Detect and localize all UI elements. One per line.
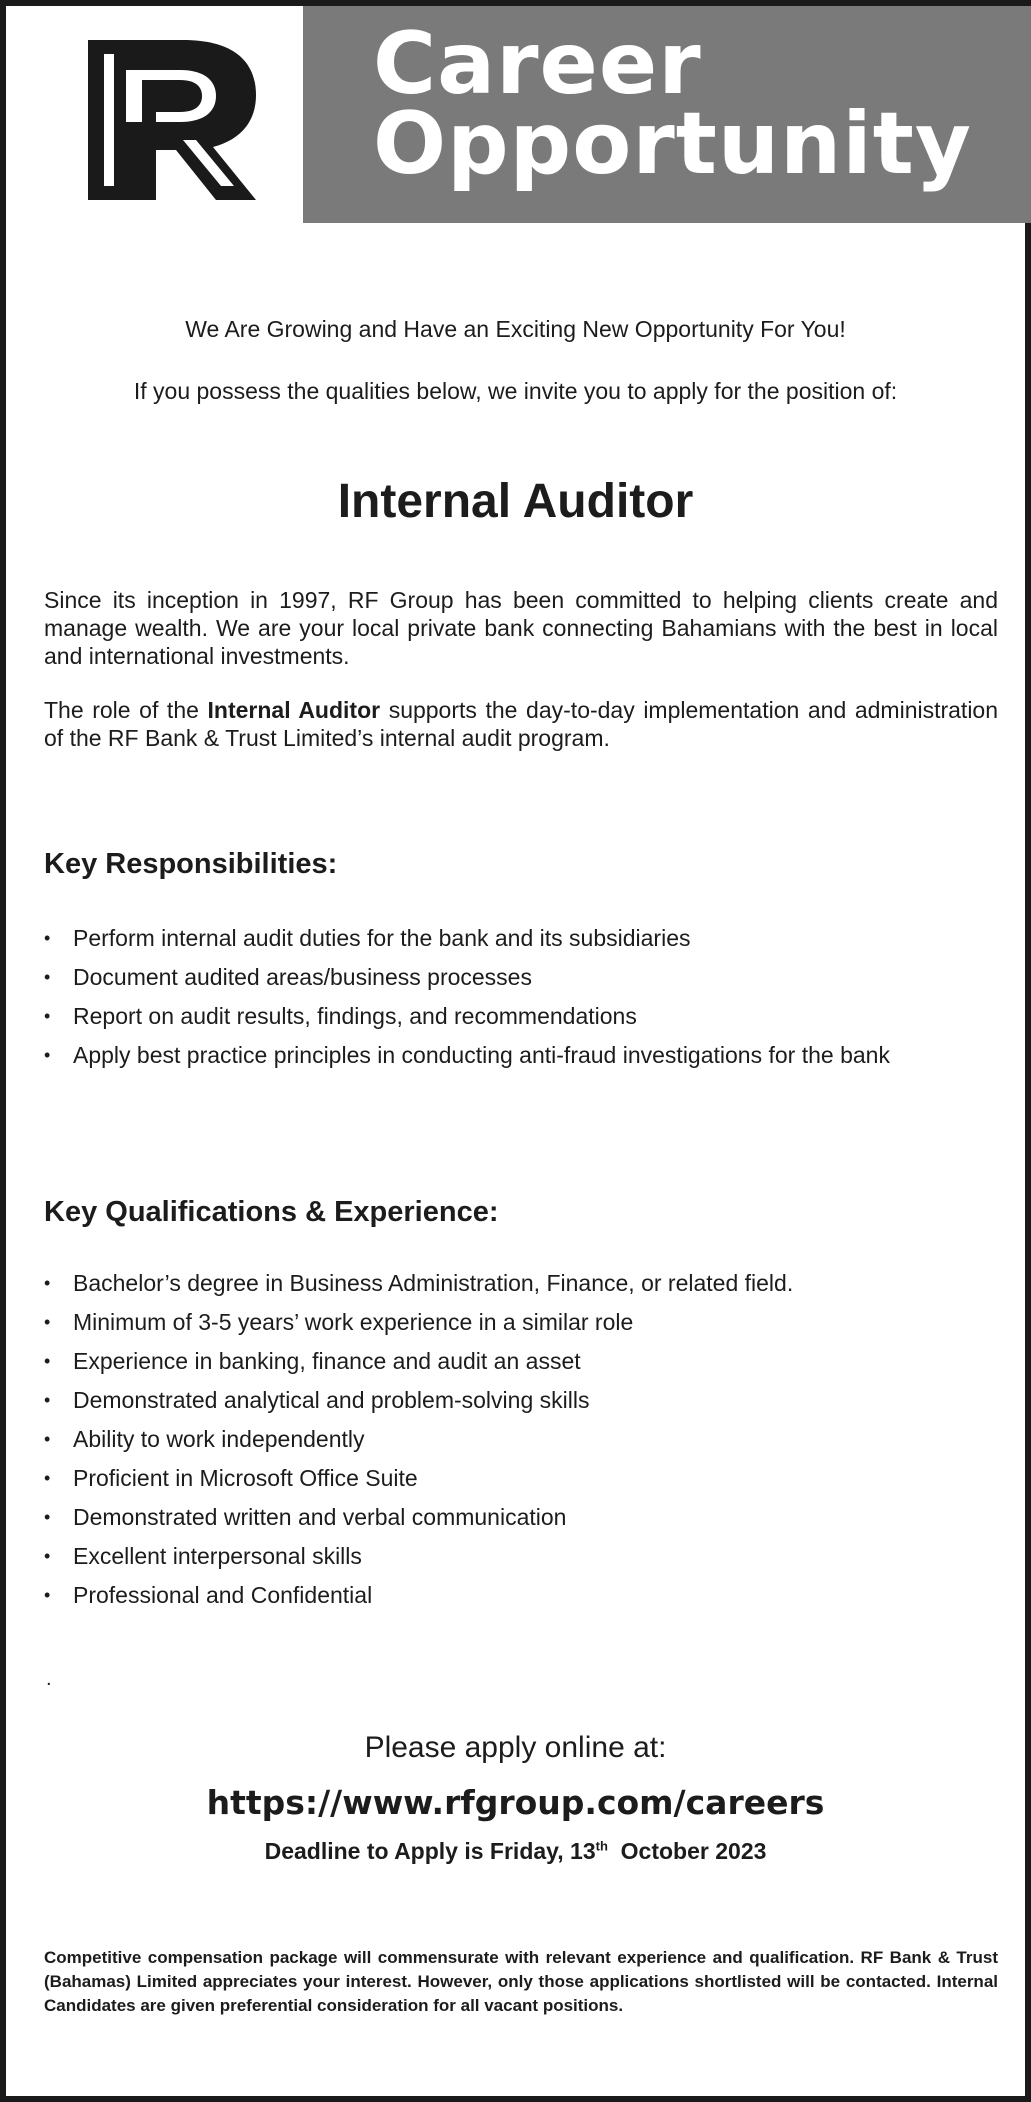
about-paragraph: Since its inception in 1997, RF Group has been committed to helping clients create and manage wealth. We are your local private bank connecting Bahamians with the best in local and international investments. (44, 587, 998, 669)
banner-line-2: Opportunity (373, 94, 972, 194)
list-item: • Apply best practice principles in conducting anti-fraud investigations for the bank (44, 1036, 913, 1075)
list-item: • Report on audit results, findings, and recommendations (44, 997, 944, 1036)
role-prefix: The role of the (44, 697, 199, 723)
intro-line-2: If you possess the qualities below, we invite you to apply for the position of: (133, 378, 898, 404)
list-item: • Demonstrated written and verbal communication (44, 1498, 944, 1537)
qualifications-list (44, 1264, 944, 1615)
list-item: • Excellent interpersonal skills (44, 1537, 944, 1576)
responsibilities-heading: Key Responsibilities: (44, 848, 338, 880)
list-item: • Document audited areas/business processes (44, 958, 944, 997)
list-item: • Proficient in Microsoft Office Suite (44, 1459, 944, 1498)
position-title: Internal Auditor (337, 475, 694, 528)
role-suffix: supports the day-to-day implementation and administration of the RF Bank & Trust Limited’s internal audit program. (44, 697, 999, 751)
deadline-text (6, 1838, 1025, 1865)
deadline-suffix: October 2023 (620, 1838, 767, 1864)
list-item: • Experience in banking, finance and audit an asset (44, 1342, 944, 1381)
list-item: • Bachelor’s degree in Business Administration, Finance, or related field. (44, 1264, 944, 1303)
deadline-sup: th (595, 1838, 608, 1854)
qualifications-heading: Key Qualifications & Experience: (44, 1196, 499, 1228)
list-item: • Minimum of 3-5 years’ work experience in a similar role (44, 1303, 944, 1342)
role-paragraph (44, 696, 998, 752)
career-opportunity-banner (303, 6, 1031, 223)
stray-dot: . (46, 1668, 52, 1690)
banner-line-1: Career (373, 14, 702, 114)
list-item: • Professional and Confidential (44, 1576, 944, 1615)
intro-line-1: We Are Growing and Have an Exciting New Opportunity For You! (185, 316, 846, 342)
footer-note: Competitive compensation package will commensurate with relevant experience and qualification. RF Bank & Trust (Bahamas) Limited appreciates your interest. However, only those applications shortlisted will be contacted. Internal Candidates are given preferential consideration for all vacant positions. (44, 1948, 998, 2015)
list-item: • Demonstrated analytical and problem-solving skills (44, 1381, 944, 1420)
role-bold-title: Internal Auditor (207, 697, 381, 723)
list-item: • Ability to work independently (44, 1420, 944, 1459)
deadline-prefix: Deadline to Apply is Friday, 13 (264, 1838, 596, 1864)
list-item: • Perform internal audit duties for the bank and its subsidiaries (44, 919, 944, 958)
responsibilities-list (44, 919, 944, 1075)
careers-url-link[interactable]: https://www.rfgroup.com/careers (206, 1783, 825, 1822)
apply-label: Please apply online at: (364, 1731, 667, 1764)
rf-logo (88, 40, 258, 200)
